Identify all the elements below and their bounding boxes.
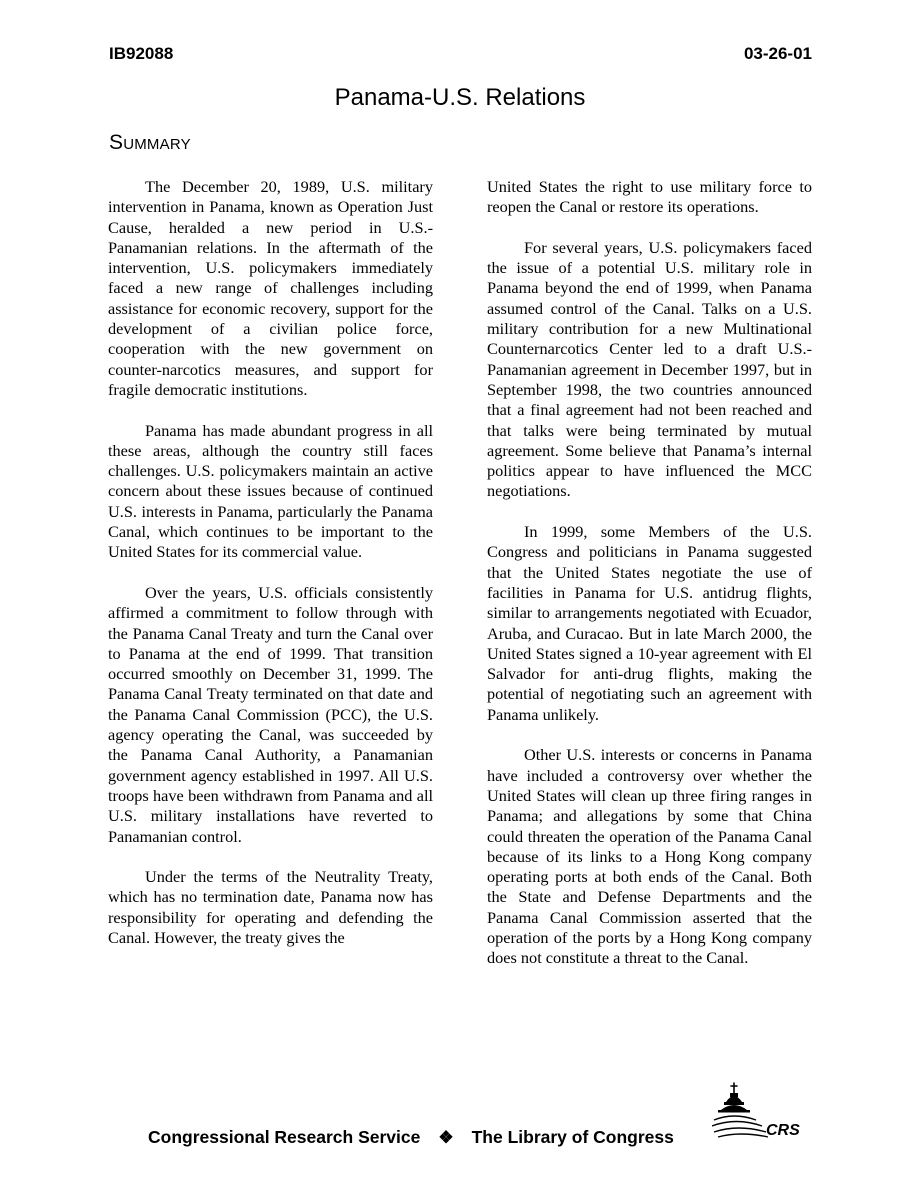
page-title: Panama-U.S. Relations: [334, 84, 586, 111]
paragraph: Under the terms of the Neutrality Treaty, which has no termination date, Panama now has responsibility for operating and defending the Canal. However, the treaty gives the: [108, 867, 433, 947]
report-id: IB92088: [109, 44, 174, 63]
paragraph: For several years, U.S. policymakers faced the issue of a potential U.S. military role in Panama beyond the end of 1999, when Panama assumed control of the Canal. Talks on a U.S. military contribution for a new Multinational Counternarcotics Center led to a draft U.S.-Panamanian agreement in December 1997, but in September 1998, the two countries announced that a final agreement had not been reached and that talks were being terminated by mutual agreement. Some believe that Panama’s internal politics appear to have influenced the MCC negotiations.: [487, 237, 812, 501]
paragraph: Over the years, U.S. officials consistently affirmed a commitment to follow through with the Panama Canal Treaty and turn the Canal over to Panama at the end of 1999. That transition occurred smoothly on December 31, 1999. The Panama Canal Treaty terminated on that date and the Panama Canal Commission (PCC), the U.S. agency operating the Canal, was succeeded by the Panama Canal Authority, a Panamanian government agency established in 1997. All U.S. troops have been withdrawn from Panama and all U.S. military installations have reverted to Panamanian control.: [108, 582, 433, 846]
paragraph: In 1999, some Members of the U.S. Congress and politicians in Panama suggested that the United States negotiate the use of facilities in Panama for U.S. antidrug flights, similar to arrangements negotiated with Ecuador, Aruba, and Curacao. But in late March 2000, the United States signed a 10-year agreement with El Salvador for anti-drug flights, making the potential of negotiating such an agreement with Panama unlikely.: [487, 522, 812, 724]
section-heading: Summary: [109, 131, 191, 154]
footer-separator-icon: ❖: [438, 1128, 454, 1147]
crs-logo-text: CRS: [766, 1122, 800, 1139]
paragraph: Other U.S. interests or concerns in Panama have included a controversy over whether the United States will clean up three firing ranges in Panama; and allegations by some that China could threaten the operation of the Panama Canal because of its links to a Hong Kong company operating ports at both ends of the Canal. Both the State and Defense Departments and the Panama Canal Commission asserted that the operation of the ports by a Hong Kong company does not constitute a threat to the Canal.: [487, 745, 812, 968]
right-column: [487, 177, 812, 989]
report-date: 03-26-01: [743, 44, 812, 63]
paragraph: The December 20, 1989, U.S. military intervention in Panama, known as Operation Just Cause, heralded a new period in U.S.-Panamanian relations. In the aftermath of the intervention, U.S. policymakers immediately faced a new range of challenges including assistance for economic recovery, support for the development of a civilian police force, cooperation with the new government on counter-narcotics measures, and support for fragile democratic institutions.: [108, 177, 433, 399]
footer: [148, 1126, 674, 1149]
paragraph: Panama has made abundant progress in all these areas, although the country still faces challenges. U.S. policymakers maintain an active concern about these issues because of continued U.S. interests in Panama, particularly the Panama Canal, which continues to be important to the United States for its commercial value.: [108, 420, 433, 562]
footer-org: Congressional Research Service: [148, 1127, 421, 1147]
left-column: [108, 177, 433, 969]
paragraph: United States the right to use military force to reopen the Canal or restore its operations.: [487, 177, 812, 217]
footer-library: The Library of Congress: [471, 1127, 674, 1147]
crs-logo-icon: [712, 1080, 812, 1146]
